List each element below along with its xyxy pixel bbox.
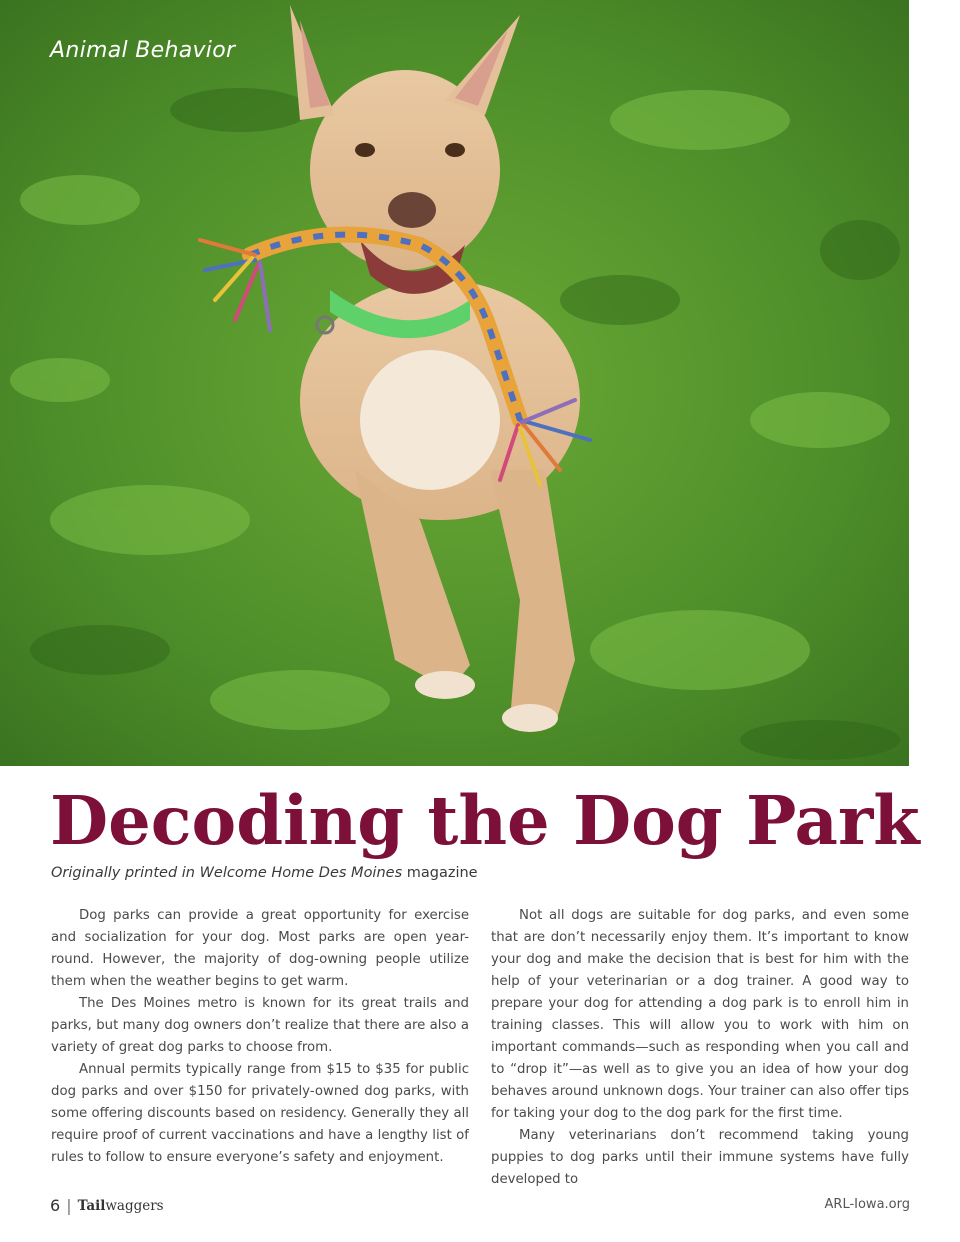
paragraph: Not all dogs are suitable for dog parks, and even some that are don’t necessarily enjoy them. It’s important to know your dog and make the decision that is best for him with the help of your veterinarian or a dog trainer. A good way to prepare your dog for attending a dog park is to enroll him in training classes. This will allow you to work with him on important commands—such as responding when you call and to “drop it”—as well as to give you an idea of how your dog behaves around unknown dogs. Your trainer can also offer tips for taking your dog to the dog park for the first time. xyxy=(491,908,909,1121)
brand-bold: Tail xyxy=(77,1197,106,1214)
article-column-right xyxy=(491,905,909,1191)
subtitle-tail: magazine xyxy=(402,865,478,881)
website-link[interactable]: ARL-Iowa.org xyxy=(824,1197,910,1212)
article-title: Decoding the Dog Park xyxy=(50,781,920,860)
page-number: 6 xyxy=(50,1196,61,1215)
brand-rest: waggers xyxy=(105,1197,164,1214)
paragraph: Dog parks can provide a great opportunity for exercise and socialization for your dog. Most parks are open year-round. However, the majority of dog-owning people utilize them when the weather begins to get warm. xyxy=(51,908,469,989)
page-footer-left xyxy=(50,1196,164,1215)
paragraph: Many veterinarians don’t recommend taking young puppies to dog parks until their immune systems have fully developed to xyxy=(491,1128,909,1187)
footer-separator: | xyxy=(66,1196,72,1215)
subtitle-source: Originally printed in Welcome Home Des Moines xyxy=(51,865,403,881)
publication-name xyxy=(78,1198,164,1214)
article-column-left xyxy=(51,905,469,1169)
paragraph: The Des Moines metro is known for its great trails and parks, but many dog owners don’t realize that there are also a variety of great dog parks to choose from. xyxy=(51,996,469,1055)
article-subtitle xyxy=(51,865,478,881)
section-label: Animal Behavior xyxy=(50,38,236,63)
paragraph: Annual permits typically range from $15 to $35 for public dog parks and over $150 for privately-owned dog parks, with some offering discounts based on residency. Generally they all require proof of current vaccinations and have a lengthy list of rules to follow to ensure everyone’s safety and enjoyment. xyxy=(51,1062,469,1165)
